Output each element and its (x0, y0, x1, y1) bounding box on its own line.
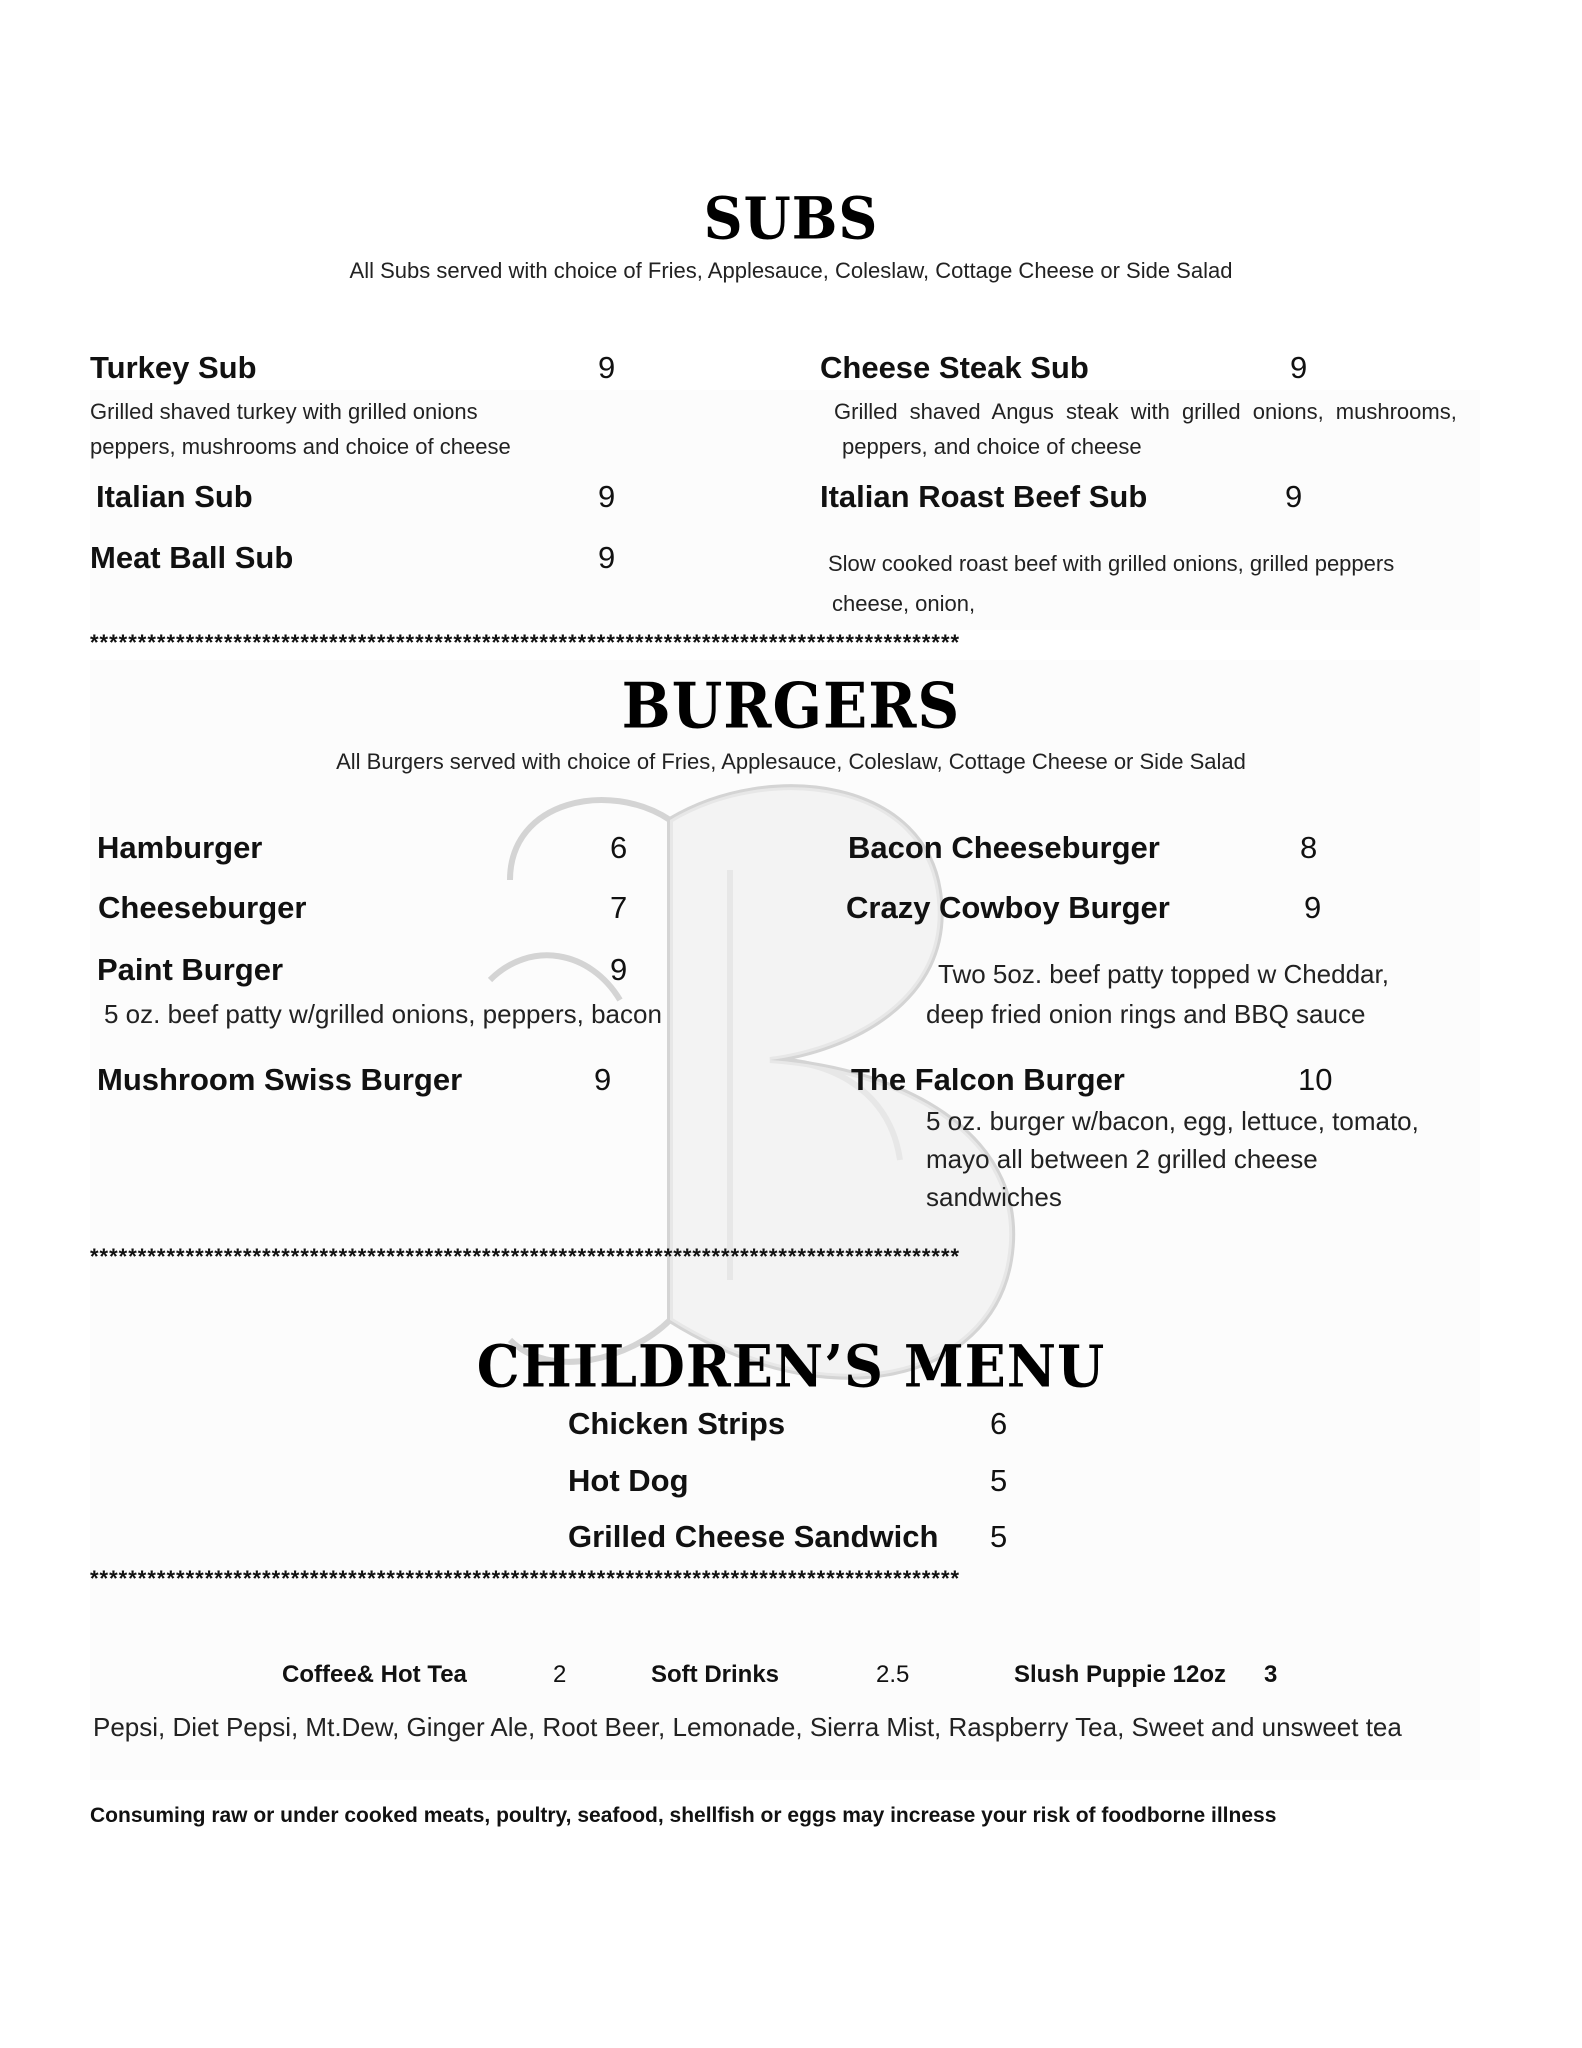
menu-item-price: 10 (1298, 1062, 1333, 1097)
section-separator: ******************************************************************************************* (90, 1566, 961, 1591)
menu-item-description: sandwiches (926, 1182, 1062, 1212)
menu-item-description: cheese, onion, (832, 591, 976, 616)
burgers-heading: BURGERS (621, 669, 961, 743)
menu-item-price: 7 (610, 890, 628, 925)
menu-item-name: Mushroom Swiss Burger (97, 1062, 463, 1097)
menu-item-price: 9 (594, 1062, 612, 1097)
drink-price: 2 (553, 1661, 567, 1688)
menu-item-name: Bacon Cheeseburger (848, 830, 1160, 865)
menu-item-price: 6 (610, 830, 628, 865)
burgers-intro: All Burgers served with choice of Fries, Applesauce, Coleslaw, Cottage Cheese or Side Salad (336, 749, 1246, 774)
drink-price: 2.5 (876, 1661, 910, 1688)
menu-item-name: Italian Sub (96, 479, 253, 514)
section-separator: ******************************************************************************************* (90, 1244, 961, 1269)
section-separator: ******************************************************************************************* (90, 630, 961, 655)
menu-item-price: 9 (598, 350, 616, 385)
menu-item-description: deep fried onion rings and BBQ sauce (926, 999, 1366, 1029)
menu-item-price: 9 (598, 479, 616, 514)
menu-item-name: Cheeseburger (98, 890, 307, 925)
menu-item-name: Chicken Strips (568, 1406, 786, 1441)
subs-intro: All Subs served with choice of Fries, Applesauce, Coleslaw, Cottage Cheese or Side Salad (349, 258, 1233, 283)
menu-item-price: 6 (990, 1406, 1008, 1441)
menu-item-description: peppers, mushrooms and choice of cheese (90, 434, 511, 459)
childrens-menu-heading: CHILDREN’S MENU (476, 1331, 1106, 1401)
menu-item-description: peppers, and choice of cheese (842, 434, 1142, 459)
menu-item-description: Grilled shaved Angus steak with grilled onions, mushrooms, (834, 399, 1457, 424)
menu-item-name: Turkey Sub (90, 350, 257, 385)
drink-name: Soft Drinks (651, 1661, 780, 1688)
soft-drink-list: Pepsi, Diet Pepsi, Mt.Dew, Ginger Ale, Root Beer, Lemonade, Sierra Mist, Raspberry Tea, Sweet and unsweet tea (93, 1712, 1402, 1742)
menu-item-price: 9 (598, 540, 616, 575)
menu-item-name: Italian Roast Beef Sub (820, 479, 1148, 514)
menu-item-name: Hamburger (97, 830, 263, 865)
menu-item-price: 5 (990, 1463, 1008, 1498)
menu-item-price: 9 (1304, 890, 1322, 925)
menu-item-name: Crazy Cowboy Burger (846, 890, 1170, 925)
menu-item-price: 9 (1285, 479, 1303, 514)
menu-item-price: 8 (1300, 830, 1318, 865)
food-safety-warning: Consuming raw or under cooked meats, poultry, seafood, shellfish or eggs may increase your risk of foodborne illness (90, 1804, 1277, 1827)
menu-item-description: mayo all between 2 grilled cheese (926, 1144, 1318, 1174)
menu-item-name: The Falcon Burger (851, 1062, 1125, 1097)
menu-item-description: Slow cooked roast beef with grilled onions, grilled peppers (828, 551, 1395, 576)
subs-heading: SUBS (703, 183, 879, 253)
menu-item-price: 9 (610, 952, 628, 987)
menu-item-name: Cheese Steak Sub (820, 350, 1089, 385)
menu-item-price: 9 (1290, 350, 1308, 385)
menu-item-description: 5 oz. beef patty w/grilled onions, peppers, bacon (104, 999, 662, 1029)
menu-item-description: Two 5oz. beef patty topped w Cheddar, (938, 959, 1389, 989)
menu-item-name: Hot Dog (568, 1463, 689, 1498)
drink-name: Slush Puppie 12oz (1014, 1661, 1227, 1688)
menu-item-name: Meat Ball Sub (90, 540, 294, 575)
drink-price: 3 (1264, 1661, 1278, 1688)
menu-item-description: 5 oz. burger w/bacon, egg, lettuce, tomato, (926, 1106, 1419, 1136)
menu-item-name: Grilled Cheese Sandwich (568, 1519, 939, 1554)
menu-item-description: Grilled shaved turkey with grilled onions (90, 399, 478, 424)
drink-name: Coffee& Hot Tea (282, 1661, 467, 1688)
menu-item-price: 5 (990, 1519, 1008, 1554)
menu-item-name: Paint Burger (97, 952, 284, 987)
